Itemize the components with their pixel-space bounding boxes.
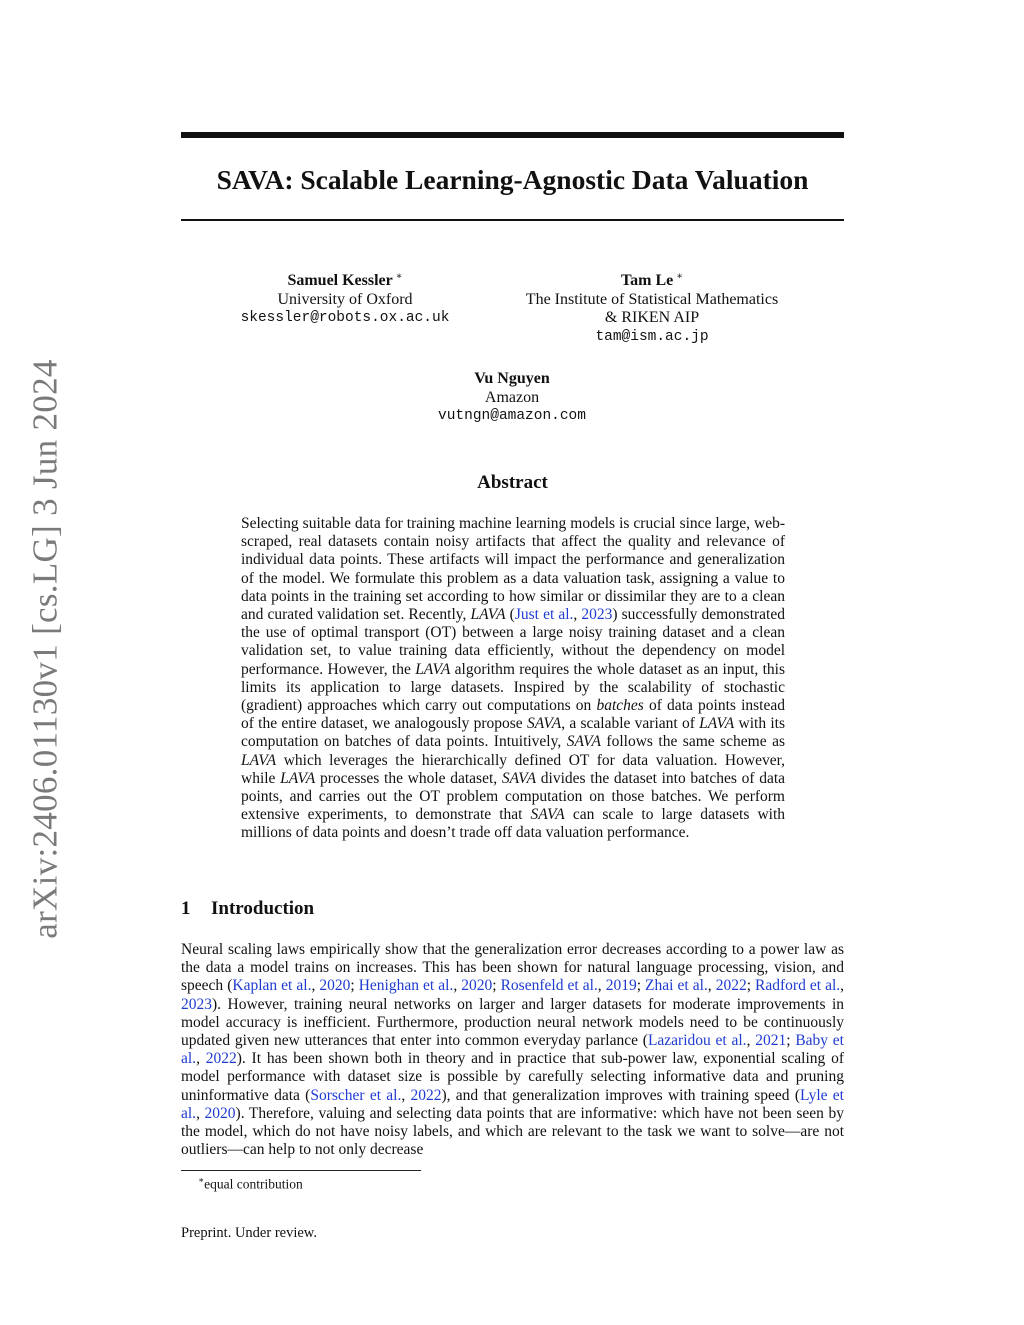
citation-link[interactable]: Radford et al. (755, 977, 841, 995)
citation-link[interactable]: 2020 (319, 977, 351, 995)
citation-link[interactable]: Just et al. (514, 606, 574, 624)
text-run: , a scalable variant of (561, 715, 700, 733)
citation-link[interactable]: Henighan et al. (358, 977, 454, 995)
method-name: LAVA (241, 751, 277, 769)
footnote (198, 1175, 303, 1193)
abstract-body (241, 515, 785, 843)
citation-link[interactable]: Rosenfeld et al. (500, 977, 598, 995)
text-run: ). However, training neural networks on larger and larger datasets for moderate improvements in model accuracy is inefficient. Furthermore, production neural network models need to be continuously updated given new utterances that enter into common everyday parlance ( (181, 995, 844, 1050)
author-email[interactable]: skessler@robots.ox.ac.uk (240, 310, 450, 326)
method-name: LAVA (699, 715, 735, 733)
title-top-rule (181, 132, 844, 138)
text-run: ( (505, 606, 515, 624)
text-run: algorithm requires the whole dataset as an input, this limits its application to large datasets. Inspired by the scalability of stochastic (gradient) approaches which carry out computations on (241, 660, 785, 715)
text-run: with its computation on batches of data points. Intuitively, (241, 715, 786, 751)
author-name: Vu Nguyen (474, 370, 550, 387)
text-run: , (707, 977, 716, 995)
text-run: , (311, 977, 320, 995)
author-email[interactable]: tam@ism.ac.jp (595, 328, 709, 345)
footnote-mark: ∗ (198, 1175, 205, 1185)
text-run: Neural scaling laws empirically show that the generalization error decreases according to a power law as the data a model trains on increases. This has been shown for natural language processing, vision, and speech ( (181, 941, 844, 995)
citation-link[interactable]: 2020 (204, 1104, 236, 1122)
arxiv-id-text: arXiv:2406.01130v1 [cs.LG] 3 Jun 2024 (26, 359, 65, 939)
text-run: ; (636, 977, 646, 995)
text-run: ; (492, 977, 501, 995)
text-run: , (196, 1104, 205, 1122)
text-run: ; (350, 977, 359, 995)
citation-link[interactable]: 2019 (605, 977, 637, 995)
section-heading-introduction (181, 898, 314, 920)
author-block-le (510, 268, 794, 346)
citation-link[interactable]: 2023 (181, 995, 212, 1013)
text-run: Selecting suitable data for training machine learning models is crucial since large, web-scraped, real datasets contain noisy artifacts that affect the quality and relevance of individual data points. These artifacts will impact the performance and generalization of the model. We formulate this problem as a data valuation task, assigning a value to data points in the training set according to how similar or dissimilar they are to a clean and curated validation set. Recently, (241, 515, 785, 624)
text-run: which leverages the hierarchically defined OT for data valuation. However, while (241, 751, 785, 787)
footnote-text: equal contribution (204, 1176, 303, 1192)
text-run: ; (786, 1032, 796, 1050)
text-run: , (196, 1050, 206, 1068)
author-affiliation: The Institute of Statistical Mathematics (525, 290, 779, 308)
author-affiliation: University of Oxford (277, 290, 413, 308)
method-name: LAVA (280, 769, 316, 787)
text-run: ), and that generalization improves with training speed ( (441, 1086, 800, 1104)
author-email[interactable]: vutngn@amazon.com (438, 408, 586, 424)
text-run: , (840, 977, 845, 995)
paper-title: SAVA: Scalable Learning-Agnostic Data Valuation (216, 164, 809, 195)
author-name: Samuel Kessler (287, 272, 393, 289)
section-title: Introduction (211, 898, 315, 919)
text-run: can scale to large datasets with millions of data points and doesn’t trade off data valuation performance. (241, 806, 785, 842)
citation-link[interactable]: Sorscher et al. (310, 1086, 402, 1104)
method-name: SAVA (501, 769, 537, 787)
author-affiliation: & RIKEN AIP (604, 309, 700, 326)
text-run: ). It has been shown both in theory and in practice that sub-power law, exponential scaling of model performance with dataset size is possible by carefully selecting informative data and pruning uninformative data ( (181, 1050, 844, 1104)
text-run: , (746, 1032, 756, 1050)
abstract-heading: Abstract (477, 472, 548, 493)
author-affiliation: Amazon (484, 388, 540, 406)
text-run: follows the same scheme as (600, 733, 785, 751)
citation-link[interactable]: 2023 (581, 606, 613, 624)
equal-contribution-mark: ∗ (395, 271, 403, 282)
text-run: , (573, 606, 582, 624)
arxiv-identifier-sidebar (24, 359, 68, 939)
equal-contribution-mark: ∗ (676, 271, 684, 282)
citation-link[interactable]: 2022 (410, 1086, 442, 1104)
method-name: SAVA (526, 715, 562, 733)
citation-link[interactable]: Zhai et al. (645, 977, 708, 995)
citation-link[interactable]: 2022 (715, 977, 747, 995)
introduction-body (181, 941, 844, 1159)
citation-link[interactable]: Lazaridou et al. (647, 1032, 747, 1050)
section-number: 1 (181, 898, 191, 919)
preprint-footer: Preprint. Under review. (181, 1225, 317, 1241)
citation-link[interactable]: 2022 (205, 1050, 237, 1068)
text-run: ) successfully demonstrated the use of optimal transport (OT) between a large noisy training dataset and a clean validation set, to value training data efficiently, without the dependency on model performance. However, the (241, 606, 785, 678)
text-run: , (453, 977, 462, 995)
method-name: LAVA (470, 606, 506, 624)
text-run: , (401, 1086, 411, 1104)
method-name: SAVA (530, 806, 565, 824)
method-name: batches (596, 697, 644, 715)
author-block-nguyen (412, 370, 612, 426)
citation-link[interactable]: Baby et al. (181, 1032, 844, 1068)
citation-link[interactable]: Lyle et al. (181, 1086, 844, 1122)
text-run: divides the dataset into batches of data points, and carries out the OT problem computation on those batches. We perform extensive experiments, to demonstrate that (241, 769, 786, 824)
text-run: processes the whole dataset, (315, 769, 502, 787)
text-run: ; (746, 977, 756, 995)
citation-link[interactable]: 2020 (461, 977, 493, 995)
author-name: Tam Le (620, 272, 674, 289)
footnote-rule (181, 1170, 421, 1171)
author-block-kessler (240, 268, 450, 328)
citation-link[interactable]: 2021 (755, 1032, 787, 1050)
text-run: , (597, 977, 606, 995)
method-name: SAVA (566, 733, 601, 751)
method-name: LAVA (415, 660, 451, 678)
text-run: ). Therefore, valuing and selecting data points that are informative: which have not been seen by the model, which do not have noisy labels, and which are relevant to the task we want to solve—are not outliers—can help to not only decrease (181, 1104, 845, 1159)
citation-link[interactable]: Kaplan et al. (232, 977, 312, 995)
title-bottom-rule (181, 219, 844, 221)
text-run: of data points instead of the entire dataset, we analogously propose (241, 697, 785, 733)
